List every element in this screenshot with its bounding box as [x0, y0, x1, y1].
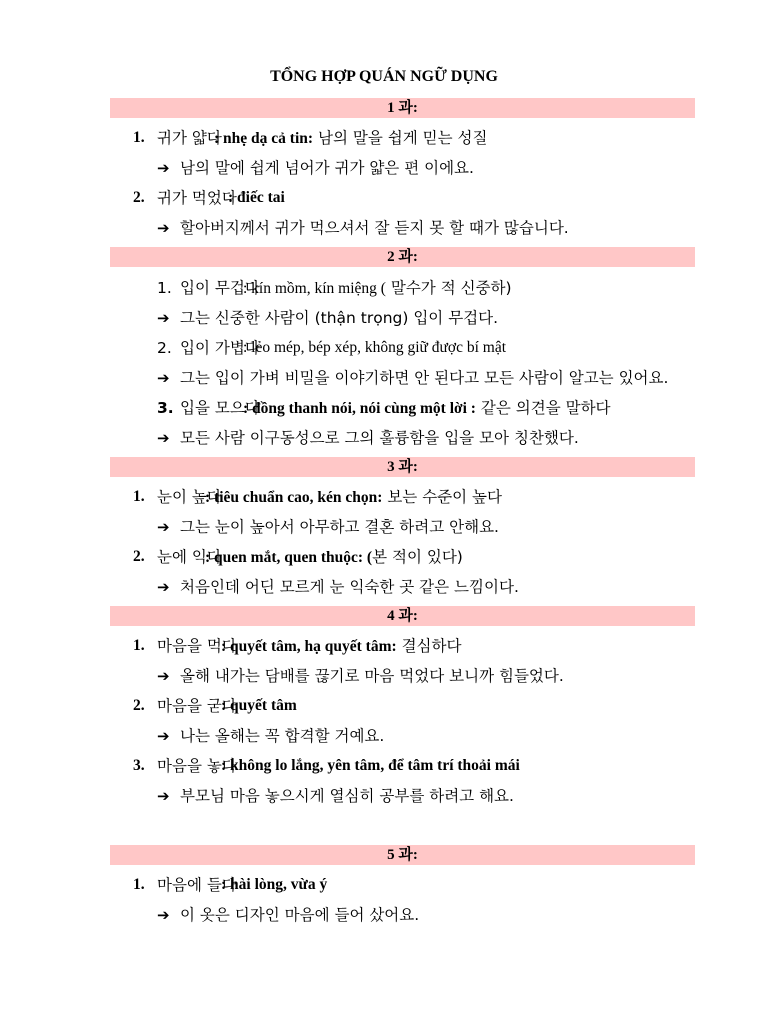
item-number: 3. [133, 757, 145, 774]
item-meaning [221, 635, 461, 658]
example-sentence: 남의 말에 쉽게 넘어가 귀가 얇은 편 이에요. [180, 159, 474, 177]
item-meaning [243, 397, 611, 420]
arrow-icon: ➔ [157, 727, 170, 745]
item-korean: 입이 무겁다 [180, 279, 260, 297]
item-meaning-text: : tiêu chuẩn cao, kén chọn: [205, 489, 383, 506]
arrow-icon: ➔ [157, 578, 170, 596]
item-extra: 같은 의견을 말하다 [475, 399, 611, 417]
example-sentence: 올해 내가는 담배를 끊기로 마음 먹었다 보니까 힘들었다. [180, 667, 564, 685]
item-number: 2. [133, 697, 145, 714]
item-number: 2. [157, 339, 172, 357]
arrow-icon: ➔ [157, 219, 170, 237]
arrow-icon: ➔ [157, 518, 170, 536]
item-meaning-text: : quen mắt, quen thuộc: ( [205, 549, 373, 566]
item-number: 2. [133, 189, 145, 206]
item-number: 1. [157, 279, 172, 297]
item-korean: 마음을 굳다 [157, 697, 237, 715]
section-heading-2: 2 과: [110, 247, 695, 267]
item-korean: 입이 가볍다 [180, 339, 260, 357]
item-meaning: : hài lòng, vừa ý [221, 876, 328, 893]
item-korean: 눈이 높다 [157, 488, 222, 506]
item-korean: 귀가 얇다 [157, 129, 222, 147]
item-meaning-text: : nhẹ dạ cả tin: [214, 130, 314, 147]
example-sentence: 그는 신중한 사람이 (thận trọng) 입이 무겁다. [180, 309, 499, 327]
item-meaning [243, 277, 512, 300]
arrow-icon: ➔ [157, 787, 170, 805]
item-meaning: : lẻo mép, bép xép, không giữ được bí mật [243, 339, 507, 356]
item-extra: 보는 수준이 높다 [382, 488, 502, 506]
item-korean: 마음을 먹다 [157, 637, 237, 655]
section-heading-5: 5 과: [110, 845, 695, 865]
item-korean: 눈에 익다 [157, 548, 222, 566]
item-extra: 결심하다 [396, 637, 462, 655]
arrow-icon: ➔ [157, 369, 170, 387]
item-extra: 말수가 적 신중하) [385, 279, 512, 297]
item-extra: 남의 말을 쉽게 믿는 성질 [313, 129, 488, 147]
item-korean: 마음에 들다 [157, 876, 237, 894]
item-korean: 귀가 먹었다 [157, 189, 237, 207]
arrow-icon: ➔ [157, 159, 170, 177]
item-number: 1. [133, 637, 145, 654]
item-number: 1. [133, 876, 145, 893]
arrow-icon: ➔ [157, 667, 170, 685]
item-meaning: : không lo lắng, yên tâm, để tâm trí thoải mái [221, 757, 520, 774]
example-sentence: 부모님 마음 놓으시게 열심히 공부를 하려고 해요. [180, 787, 514, 805]
item-meaning: : điếc tai [228, 189, 285, 206]
item-korean: 마음을 놓다 [157, 757, 237, 775]
section-heading-4: 4 과: [110, 606, 695, 626]
arrow-icon: ➔ [157, 906, 170, 924]
item-korean: 입을 모으다 [180, 399, 260, 417]
arrow-icon: ➔ [157, 309, 170, 327]
item-meaning [214, 127, 487, 150]
item-number: 2. [133, 548, 145, 565]
item-meaning-text: : kín mồm, kín miệng ( [243, 280, 386, 297]
example-sentence: 그는 눈이 높아서 아무하고 결혼 하려고 안해요. [180, 518, 499, 536]
section-heading-1: 1 과: [110, 98, 695, 118]
arrow-icon: ➔ [157, 429, 170, 447]
item-number: 1. [133, 129, 145, 146]
item-number: 1. [133, 488, 145, 505]
section-heading-3: 3 과: [110, 457, 695, 477]
item-extra: 본 적이 있다) [372, 548, 463, 566]
item-meaning [205, 546, 463, 569]
document-title: TỔNG HỢP QUÁN NGỮ DỤNG [270, 68, 498, 85]
example-sentence: 나는 올해는 꼭 합격할 거예요. [180, 727, 385, 745]
example-sentence: 모든 사람 이구동성으로 그의 훌륭함을 입을 모아 칭찬했다. [180, 429, 579, 447]
item-meaning-text: : quyết tâm, hạ quyết tâm: [221, 638, 397, 655]
item-number: 3. [157, 399, 174, 417]
item-meaning: : quyết tâm [221, 697, 297, 714]
example-sentence: 그는 입이 가벼 비밀을 이야기하면 안 된다고 모든 사람이 알고는 있어요. [180, 369, 669, 387]
item-meaning [205, 486, 502, 509]
example-sentence: 할아버지께서 귀가 먹으셔서 잘 듣지 못 할 때가 많습니다. [180, 219, 569, 237]
example-sentence: 처음인데 어딘 모르게 눈 익숙한 곳 같은 느낌이다. [180, 578, 519, 596]
item-meaning-text: : đồng thanh nói, nói cùng một lời : [243, 400, 476, 417]
example-sentence: 이 옷은 디자인 마음에 들어 샀어요. [180, 906, 420, 924]
